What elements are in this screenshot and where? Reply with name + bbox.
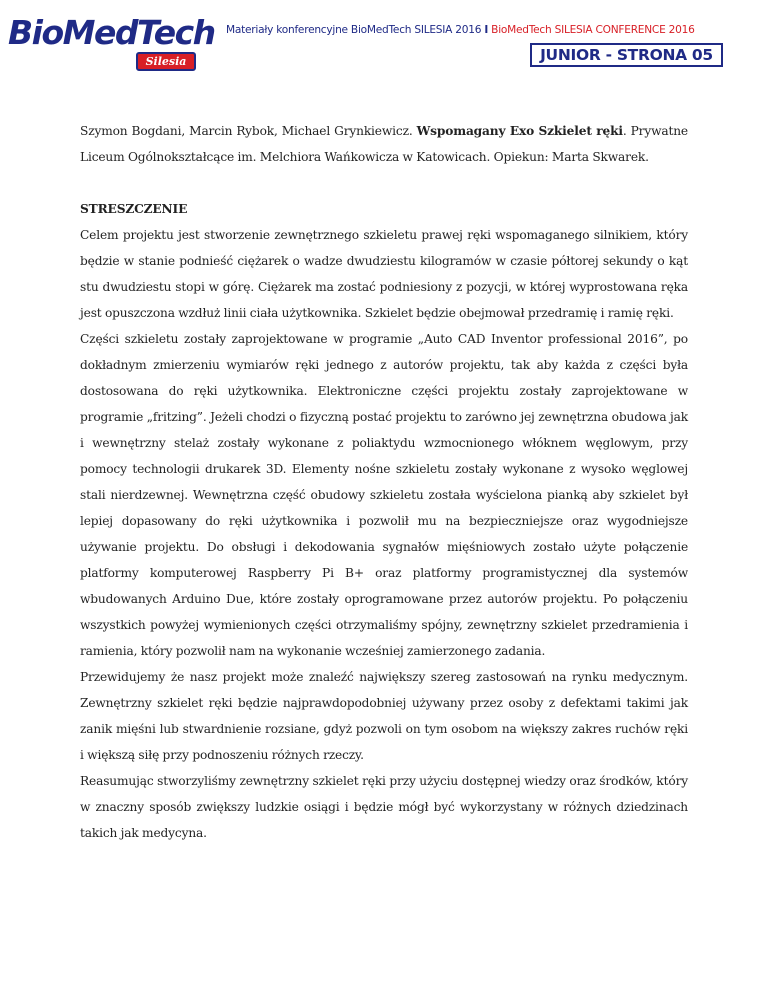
page-header [0, 0, 768, 80]
conference-line [226, 24, 746, 36]
abstract-paragraph-3: Przewidujemy że nasz projekt może znaleźć największy szereg zastosowań na rynku medycznym. Zewnętrzny szkielet ręki będzie najprawdopodobniej używany przez osoby z defektami takimi jak zanik mięśni lub stwardnienie rozsiane, gdyż pozwoli on tym osobom na większy zakres ruchów ręki i większą siłę przy podnoszeniu różnych rzeczy. [80, 670, 688, 762]
article-authors: Szymon Bogdani, Marcin Rybok, Michael Grynkiewicz. [80, 124, 413, 138]
conference-title-pl: Materiały konferencyjne BioMedTech SILESIA 2016 [226, 24, 482, 36]
page-label: JUNIOR - STRONA 05 [540, 46, 713, 64]
article-affiliation: Prywatne Liceum Ogólnokształcące im. Melchiora Wańkowicza w Katowicach. Opiekun: Marta Skwarek. [80, 124, 688, 164]
conference-title-en: BioMedTech SILESIA CONFERENCE 2016 [491, 24, 695, 36]
logo-silesia-text: Silesia [145, 55, 187, 68]
article-title: Wspomagany Exo Szkielet ręki [416, 124, 623, 138]
conference-separator: I [484, 24, 489, 36]
article-body [80, 118, 688, 846]
section-title: STRESZCZENIE [80, 202, 188, 216]
abstract-paragraph-4: Reasumując stworzyliśmy zewnętrzny szkielet ręki przy użyciu dostępnej wiedzy oraz środków, który w znaczny sposób zwiększy ludzkie osiągi i będzie mógł być wykorzystany w różnych dziedzinach takich jak medycyna. [80, 774, 688, 840]
logo-wordmark: BioMedTech [8, 13, 215, 52]
article-title-end: . [622, 124, 627, 138]
logo-silesia-badge [136, 52, 196, 71]
biomedtech-logo [8, 13, 215, 70]
article-byline [80, 118, 688, 170]
abstract-paragraph-1: Celem projektu jest stworzenie zewnętrznego szkieletu prawej ręki wspomaganego silnikiem, który będzie w stanie podnieść ciężarek o wadze dwudziestu kilogramów w czasie półtorej sekundy o kąt stu dwudziestu stopi w górę. Ciężarek ma zostać podniesiony z pozycji, w której wyprostowana ręka jest opuszczona wzdłuż linii ciała użytkownika. Szkielet będzie obejmował przedramię i ramię ręki. [80, 228, 688, 320]
page-label-box [530, 43, 723, 67]
abstract-paragraph-2: Części szkieletu zostały zaprojektowane w programie „Auto CAD Inventor professional 2016”, po dokładnym zmierzeniu wymiarów ręki jednego z autorów projektu, tak aby każda z części była dostosowana do ręki użytkownika. Elektroniczne części projektu zostały zaprojektowane w programie „fritzing”. Jeżeli chodzi o fizyczną postać projektu to zarówno jej zewnętrzna obudowa jak i wewnętrzny stelaż zostały wykonane z poliaktydu wzmocnionego włóknem węglowym, przy pomocy technologii drukarek 3D. Elementy nośne szkieletu zostały wykonane z wysoko węglowej stali nierdzewnej. Wewnętrzna część obudowy szkieletu została wyścielona pianką aby szkielet był lepiej dopasowany do ręki użytkownika i pozwolił mu na bezpieczniejsze oraz wygodniejsze używanie projektu. Do obsługi i dekodowania sygnałów mięśniowych zostało użyte połączenie platformy komputerowej Raspberry Pi B+ oraz platformy programistycznej dla systemów wbudowanych Arduino Due, które zostały oprogramowane przez autorów projektu. Po połączeniu wszystkich powyżej wymienionych części otrzymaliśmy spójny, zewnętrzny szkielet przedramienia i ramienia, który pozwolił nam na wykonanie wcześniej zamierzonego zadania. [80, 332, 688, 658]
